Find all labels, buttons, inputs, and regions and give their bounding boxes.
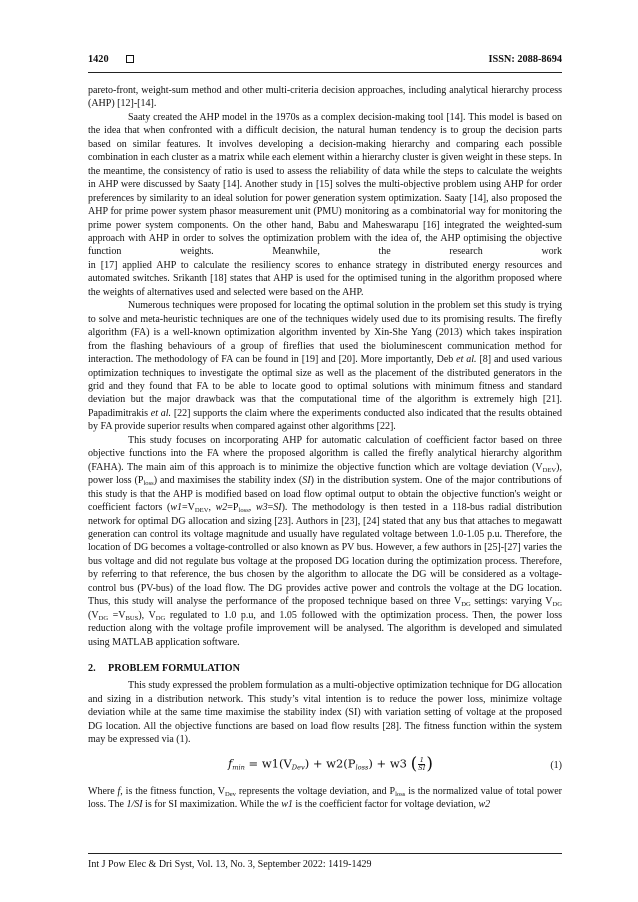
body-text: [88, 84, 562, 812]
paragraph-1: pareto-front, weight-sum method and other multi-criteria decision approaches, including analytical hierarchy process (AHP) [12]-[14].: [88, 85, 562, 110]
paragraph-4: [88, 434, 562, 649]
text-run: =: [267, 502, 274, 514]
text-run-italic: w2: [478, 799, 491, 811]
text-run: ) and maximises the stability index (: [153, 475, 303, 487]
square-icon: [126, 55, 134, 63]
text-run-italic: w1: [170, 502, 183, 514]
running-header: [88, 53, 562, 67]
text-run: is the normalized value of total power loss. The: [88, 785, 562, 811]
section-number: 2.: [88, 663, 96, 675]
equation-number: (1): [550, 759, 562, 771]
equation-expression: [228, 753, 433, 774]
subscript: loss: [238, 507, 249, 515]
text-run-italic: SI: [302, 475, 311, 487]
text-run-italic: et al.: [456, 354, 477, 366]
subscript: DEV: [542, 466, 557, 474]
left-paren: (: [410, 753, 418, 774]
paragraph-2-continued: in [17] applied AHP to calculate the resiliency scores to enhance strategy in distributed energy resources and automated switches. Srikanth [18] states that AHP is used for the optimised tuning in the algorithm proposed where the weights of alternatives used and selected were based on the AHP.: [88, 259, 562, 298]
subscript: min: [232, 763, 245, 772]
text-run: regulated to 1.0 p.u, and 1.05 followed with the optimization process. Then, the power loss reduction along with the voltage profile improvement will be analysed. The algorithm is developed and simulated using MATLAB application software.: [88, 609, 562, 648]
text-run: ), power loss (P: [88, 461, 562, 487]
text-run: This study focuses on incorporating AHP for automatic calculation of coefficient factor based on three objective functions into the FA where the proposed algorithm is called the firefly analytical hierarchy algorithm (FAHA). The main aim of this approach is to minimize the objective function which are voltage deviation (V: [88, 434, 562, 473]
paragraph-3: [88, 299, 562, 434]
text-run: , is the fitness function, V: [120, 785, 225, 797]
issn-label: ISSN: 2088-8694: [488, 54, 562, 65]
fraction: [418, 757, 425, 772]
right-paren: ): [426, 753, 433, 774]
text-run: ,: [248, 502, 256, 514]
text-run: [8] and used various optimization techniques to investigate the optimal size as well as the placement of the distributed generators in the grid and they found that FA to be able to locate good to optimal solutions with minimum fitness and standard deviation but the major drawback was that the computational time of the algorithm is extremely high [21]. Papadimitrakis: [88, 354, 562, 419]
fraction-numerator: 1: [419, 755, 424, 764]
text-run: settings: varying V: [470, 596, 553, 608]
subscript: Dev: [224, 790, 236, 798]
subscript: BUS: [125, 614, 139, 622]
text-run: Where: [88, 785, 118, 797]
subscript: Dev: [291, 763, 305, 772]
text-run-italic: w2: [215, 502, 228, 514]
text-run-italic: w3: [255, 502, 268, 514]
equation-term: ) + w2(P: [304, 756, 356, 771]
page-number: 1420: [88, 54, 109, 65]
equation-term: = w1(V: [244, 756, 292, 771]
text-run: (V: [88, 609, 99, 621]
equation-symbol: f: [228, 756, 233, 771]
footer-rule: [88, 853, 562, 854]
equation-1: [88, 753, 562, 781]
subscript: DG: [155, 614, 166, 622]
text-run: =P: [227, 502, 239, 514]
paragraph-5: This study expressed the problem formulation as a multi-objective optimization technique for DG allocation and sizing in a distribution network. This study’s vital intention is to reduce the power loss, minimize voltage deviation while at the same time maximise the stability index (SI) with variation setting of voltage at the proposed DG location. All the objective functions are based on load flow results [28]. The fitness function within the system may be expressed via (1).: [88, 680, 562, 746]
text-run: ,: [208, 502, 216, 514]
text-run-italic: f: [117, 785, 121, 797]
paragraph-6: [88, 785, 562, 812]
text-run: is the coefficient factor for voltage deviation,: [292, 799, 479, 811]
text-run-italic: et al.: [150, 407, 172, 419]
equation-term: ) + w3: [368, 756, 411, 771]
subscript: loss: [143, 480, 154, 488]
text-run-italic: 1/SI: [126, 799, 143, 811]
text-run: represents the voltage deviation, and P: [235, 785, 396, 797]
text-run: =V: [182, 502, 195, 514]
section-heading: [88, 662, 562, 675]
text-run: ), V: [138, 609, 156, 621]
header-rule: [88, 72, 562, 73]
text-run: Numerous techniques were proposed for locating the optimal solution in the problem set this study is trying to solve and meta-heuristic techniques are one of the techniques widely used due to its promising results. The firefly algorithm (FA) is a well-known optimization algorithm invented by Xin-She Yang (2013) which takes inspiration from the flashing behaviours of a group of fireflies that used the bioluminescent communication method for interaction. The methodology of FA can be found in [19] and [20]. More importantly, Deb: [88, 300, 562, 366]
journal-footer: Int J Pow Elec & Dri Syst, Vol. 13, No. 3, September 2022: 1419-1429: [88, 859, 372, 870]
text-run-italic: w1: [281, 799, 293, 811]
text-run-italic: SI: [273, 502, 282, 514]
subscript: DEV: [194, 507, 209, 515]
paragraph-2: Saaty created the AHP model in the 1970s as a complex decision-making tool [14]. This model is based on the idea that when confronted with a difficult decision, the natural human tendency is to group the decision parts based on similar features. It involves developing a decision-making hierarchy and comparing each possible combination in each cluster as a matrix while each element within a hierarchy cluster is given weight in these steps. In the meantime, the consistency of ratio is used to assess the reliability of data while the steps to calculate the weights in AHP were discussed by Saaty [14]. Another study in [15] solves the multi-objective problem using AHP for order preferences by similarity to an ideal solution for power generation system optimization. Saaty [14], also proposed the AHP for prime power system phasor measurement unit (PMU) monitoring as a combinatorial way for monitoring the prime power system components. On the other hand, Babu and Maheswarapu [16] integrated the weighted-sum approach with AHP in order to solves the optimization problem with the idea of, the AHP optimising the objective function weights. Meanwhile, the research work: [88, 111, 562, 258]
text-run: [22] supports the claim where the experiments conducted also indicated that the results obtained by FA provide superior results when compared against other algorithms [22].: [88, 407, 562, 433]
text-run: ). The methodology is then tested in a 118-bus radial distribution network for optimal DG allocation and sizing [23]. Authors in [23], [24] stated that any bus that attaches to megawatt generation can control its voltage magnitude and usually have regulated voltage between 1.0-1.05 p.u. Therefore, the location of DG becomes a voltage-controlled or also known as PV bus. However, a few authors in [25]-[27] varies the bus voltage and did not regulate bus voltage at the proposed DG location during the optimization process. Therefore, by referring to that reference, the bus chosen by the algorithm to allocate the DG will be considered as a voltage-control bus (PV-bus) of the load flow. The DG provides active power and controls the voltage at the DG location. Thus, this study will analyse the performance of the proposed technique based on three V: [88, 502, 563, 608]
fraction-denominator: SI: [418, 763, 426, 772]
text-run: ) in the distribution system. One of the major contributions of this study is that the AHP is modified based on load flow optimal output to obtain the objective function's weight or coefficient factors (: [88, 475, 562, 514]
subscript: loss: [395, 790, 406, 798]
subscript: DG: [552, 601, 562, 609]
subscript: DG: [461, 601, 471, 609]
subscript: loss: [355, 763, 369, 772]
subscript: DG: [98, 614, 109, 622]
section-title: PROBLEM FORMULATION: [108, 663, 240, 675]
text-run: is for SI maximization. While the: [142, 799, 282, 811]
text-run: =V: [108, 609, 126, 621]
